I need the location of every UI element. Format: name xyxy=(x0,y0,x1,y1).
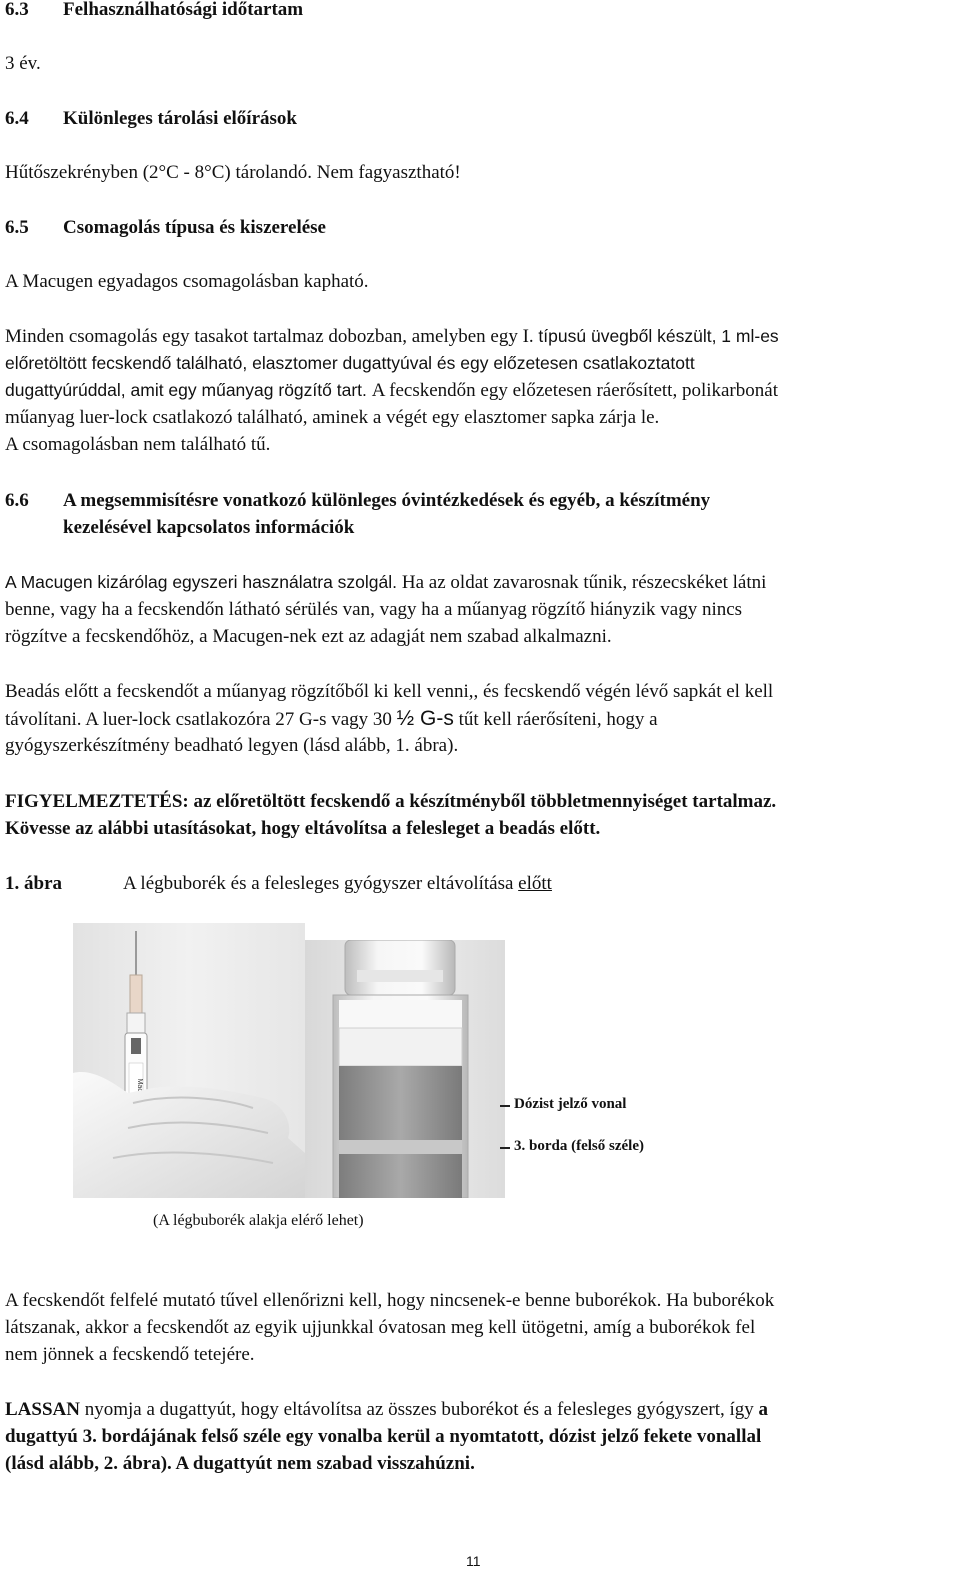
check-line-3: nem jönnek a fecskendő tetejére. xyxy=(5,1344,255,1365)
section-6-6-heading: 6.6 A megsemmisítésre vonatkozó különleges óvintézkedések és egyéb, a készítmény xyxy=(5,490,711,511)
prep-line-3: gyógyszerkészítmény beadható legyen (lásd alább, 1. ábra). xyxy=(5,735,459,756)
slowly-line-3: (lásd alább, 2. ábra). A dugattyút nem szabad visszahúzni. xyxy=(5,1453,475,1474)
callout-rib-leader xyxy=(500,1147,510,1149)
shelf-life-text: 3 év. xyxy=(5,53,41,74)
section-6-4-heading: 6.4 Különleges tárolási előírások xyxy=(5,108,297,129)
callout-rib: 3. borda (felső széle) xyxy=(514,1138,644,1154)
plunger-closeup-photo xyxy=(305,940,505,1198)
slowly-line-1: LASSAN nyomja a dugattyút, hogy eltávolítsa az összes buborékot és a felesleges gyógyszert, így a xyxy=(5,1399,769,1420)
figure-note: (A légbuborék alakja elérő lehet) xyxy=(153,1212,364,1229)
package-desc-line-2: előretöltött fecskendő található, elasztomer dugattyúval és egy előzetesen csatlakoztatott xyxy=(5,353,695,373)
callout-dose-line: Dózist jelző vonal xyxy=(514,1096,627,1112)
single-use-line-1: A Macugen kizárólag egyszeri használatra szolgál. Ha az oldat zavarosnak tűnik, részecskéket látni xyxy=(5,572,767,593)
callout-dose-line-leader xyxy=(500,1105,510,1107)
package-desc-line-5: A csomagolásban nem található tű. xyxy=(5,434,271,455)
prep-line-2: távolítani. A luer-lock csatlakozóra 27 G-s vagy 30 ½ G-s tűt kell ráerősíteni, hogy a xyxy=(5,707,658,730)
check-line-1: A fecskendőt felfelé mutató tűvel ellenőrizni kell, hogy nincsenek-e benne buborékok. Ha buborékok xyxy=(5,1290,775,1311)
warning-line-1: FIGYELMEZTETÉS: az előretöltött fecskendő a készítményből többletmennyiséget tartalmaz. xyxy=(5,791,777,812)
warning-line-2: Kövesse az alábbi utasításokat, hogy eltávolítsa a felesleget a beadás előtt. xyxy=(5,818,601,839)
single-use-line-2: benne, vagy ha a fecskendőn látható sérülés van, vagy ha a műanyag rögzítő hiányzik vagy nincs xyxy=(5,599,743,620)
storage-text: Hűtőszekrényben (2°C - 8°C) tárolandó. Nem fagyasztható! xyxy=(5,162,461,183)
single-use-line-3: rögzítve a fecskendőhöz, a Macugen-nek ezt az adagját nem szabad alkalmazni. xyxy=(5,626,612,647)
section-6-3-heading: 6.3 Felhasználhatósági időtartam xyxy=(5,0,304,20)
section-6-6-heading-line-2: kezelésével kapcsolatos információk xyxy=(63,517,355,538)
package-text: A Macugen egyadagos csomagolásban kapható. xyxy=(5,271,369,292)
page-number: 11 xyxy=(466,1553,481,1569)
prep-line-1: Beadás előtt a fecskendőt a műanyag rögzítőből ki kell venni,, és fecskendő végén lévő sapkát el kell xyxy=(5,681,774,702)
syringe-hand-photo xyxy=(73,923,305,1198)
figure-caption: 1. ábra A légbuborék és a felesleges gyógyszer eltávolítása előtt xyxy=(5,873,552,894)
section-6-5-heading: 6.5 Csomagolás típusa és kiszerelése xyxy=(5,217,326,238)
check-line-2: látszanak, akkor a fecskendőt az egyik ujjunkkal óvatosan meg kell ütögetni, amíg a buborékok fel xyxy=(5,1317,756,1338)
slowly-line-2: dugattyú 3. bordájának felső széle egy vonalba kerül a nyomtatott, dózist jelző fekete vonallal xyxy=(5,1426,762,1447)
package-desc-line-1: Minden csomagolás egy tasakot tartalmaz dobozban, amelyben egy I. típusú üvegből készült, 1 ml-es xyxy=(5,326,779,347)
package-desc-line-3: dugattyúrúddal, amit egy műanyag rögzítő tart. A fecskendőn egy előzetesen ráerősített, polikarbonát xyxy=(5,380,778,401)
package-desc-line-4: műanyag luer-lock csatlakozó található, aminek a végét egy elasztomer sapka zárja le. xyxy=(5,407,660,428)
